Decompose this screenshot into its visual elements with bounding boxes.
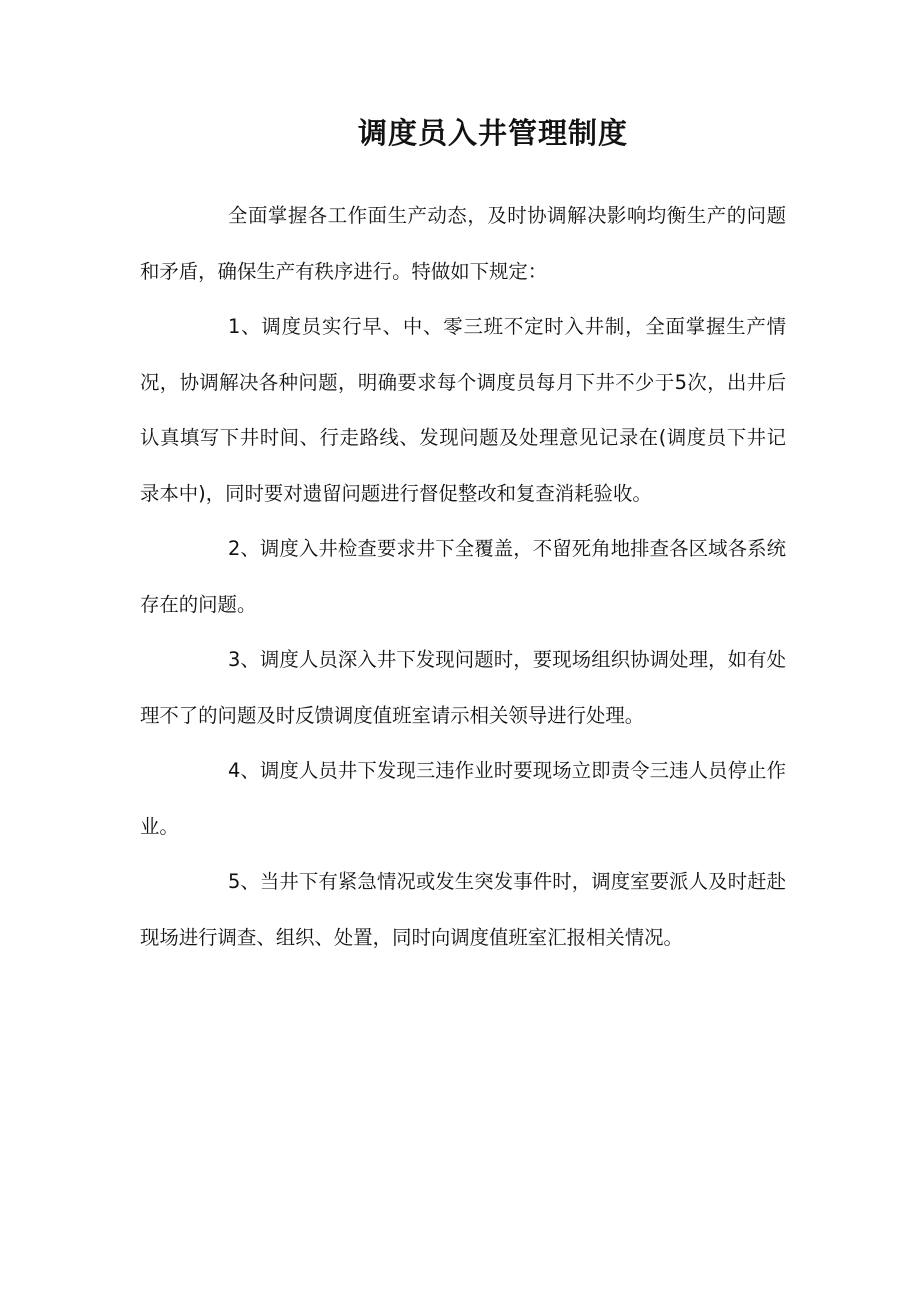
rule-paragraph-1: 1、调度员实行早、中、零三班不定时入井制，全面掌握生产情况，协调解决各种问题，明确要求每个调度员每月下井不少于5次，出井后认真填写下井时间、行走路线、发现问题及处理意见记录在(调度员下井记录本中)，同时要对遗留问题进行督促整改和复查消耗验收。 — [140, 315, 786, 505]
rule-paragraph-3: 3、调度人员深入井下发现问题时，要现场组织协调处理，如有处理不了的问题及时反馈调度值班室请示相关领导进行处理。 — [140, 648, 786, 727]
rule-paragraph-2: 2、调度入井检查要求井下全覆盖，不留死角地排查各区域各系统存在的问题。 — [140, 537, 786, 616]
document-body — [140, 188, 786, 965]
intro-paragraph: 全面掌握各工作面生产动态，及时协调解决影响均衡生产的问题和矛盾，确保生产有秩序进行。特做如下规定： — [140, 204, 786, 283]
rule-paragraph-5: 5、当井下有紧急情况或发生突发事件时，调度室要派人及时赶赴现场进行调查、组织、处置，同时向调度值班室汇报相关情况。 — [140, 870, 786, 949]
rule-paragraph-4: 4、调度人员井下发现三违作业时要现场立即责令三违人员停止作业。 — [140, 759, 786, 838]
document-title: 调度员入井管理制度 — [357, 116, 628, 150]
